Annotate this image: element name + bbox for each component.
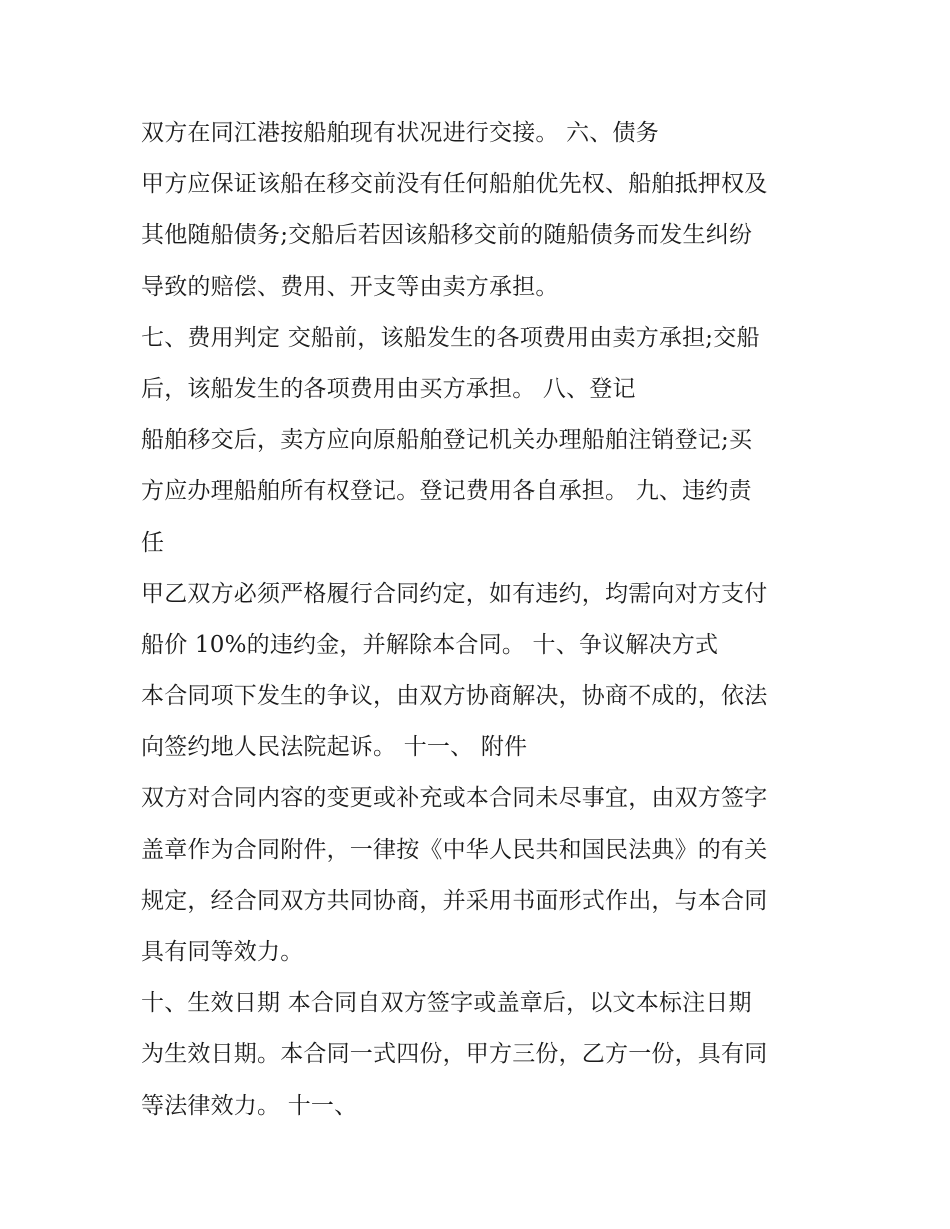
text-line: 向签约地人民法院起诉。 十一、 附件: [141, 734, 528, 761]
text-line: 本合同项下发生的争议，由双方协商解决，协商不成的，依法: [141, 683, 768, 710]
text-line: 甲方应保证该船在移交前没有任何船舶优先权、船舶抵押权及: [141, 171, 768, 198]
text-line: 船价 10%的违约金，并解除本合同。 十、争议解决方式: [141, 631, 719, 658]
text-line: 双方对合同内容的变更或补充或本合同未尽事宜，由双方签字: [141, 785, 768, 812]
contract-text: [141, 108, 821, 1132]
text-line: 盖章作为合同附件，一律按《中华人民共和国民法典》的有关: [141, 836, 768, 863]
text-line: 任: [141, 529, 165, 556]
text-line: 十、生效日期 本合同自双方签字或盖章后，以文本标注日期: [141, 990, 752, 1017]
text-line: 甲乙双方必须严格履行合同约定，如有违约，均需向对方支付: [141, 580, 768, 607]
text-line: 七、费用判定 交船前，该船发生的各项费用由卖方承担;交船: [141, 324, 760, 351]
text-line: 船舶移交后，卖方应向原船舶登记机关办理船舶注销登记;买: [141, 427, 753, 454]
text-line: 规定，经合同双方共同协商，并采用书面形式作出，与本合同: [141, 887, 768, 914]
text-line: 导致的赔偿、费用、开支等由卖方承担。: [141, 273, 559, 300]
text-line: 后，该船发生的各项费用由买方承担。 八、登记: [141, 375, 636, 402]
text-line: 为生效日期。本合同一式四份，甲方三份，乙方一份，具有同: [141, 1041, 768, 1068]
text-line: 等法律效力。 十一、: [141, 1092, 358, 1119]
text-line: 方应办理船舶所有权登记。登记费用各自承担。 九、违约责: [141, 478, 752, 505]
text-line: 其他随船债务;交船后若因该船移交前的随船债务而发生纠纷: [141, 222, 753, 249]
text-line: 双方在同江港按船舶现有状况进行交接。 六、债务: [141, 120, 659, 146]
text-line: 具有同等效力。: [141, 939, 304, 965]
